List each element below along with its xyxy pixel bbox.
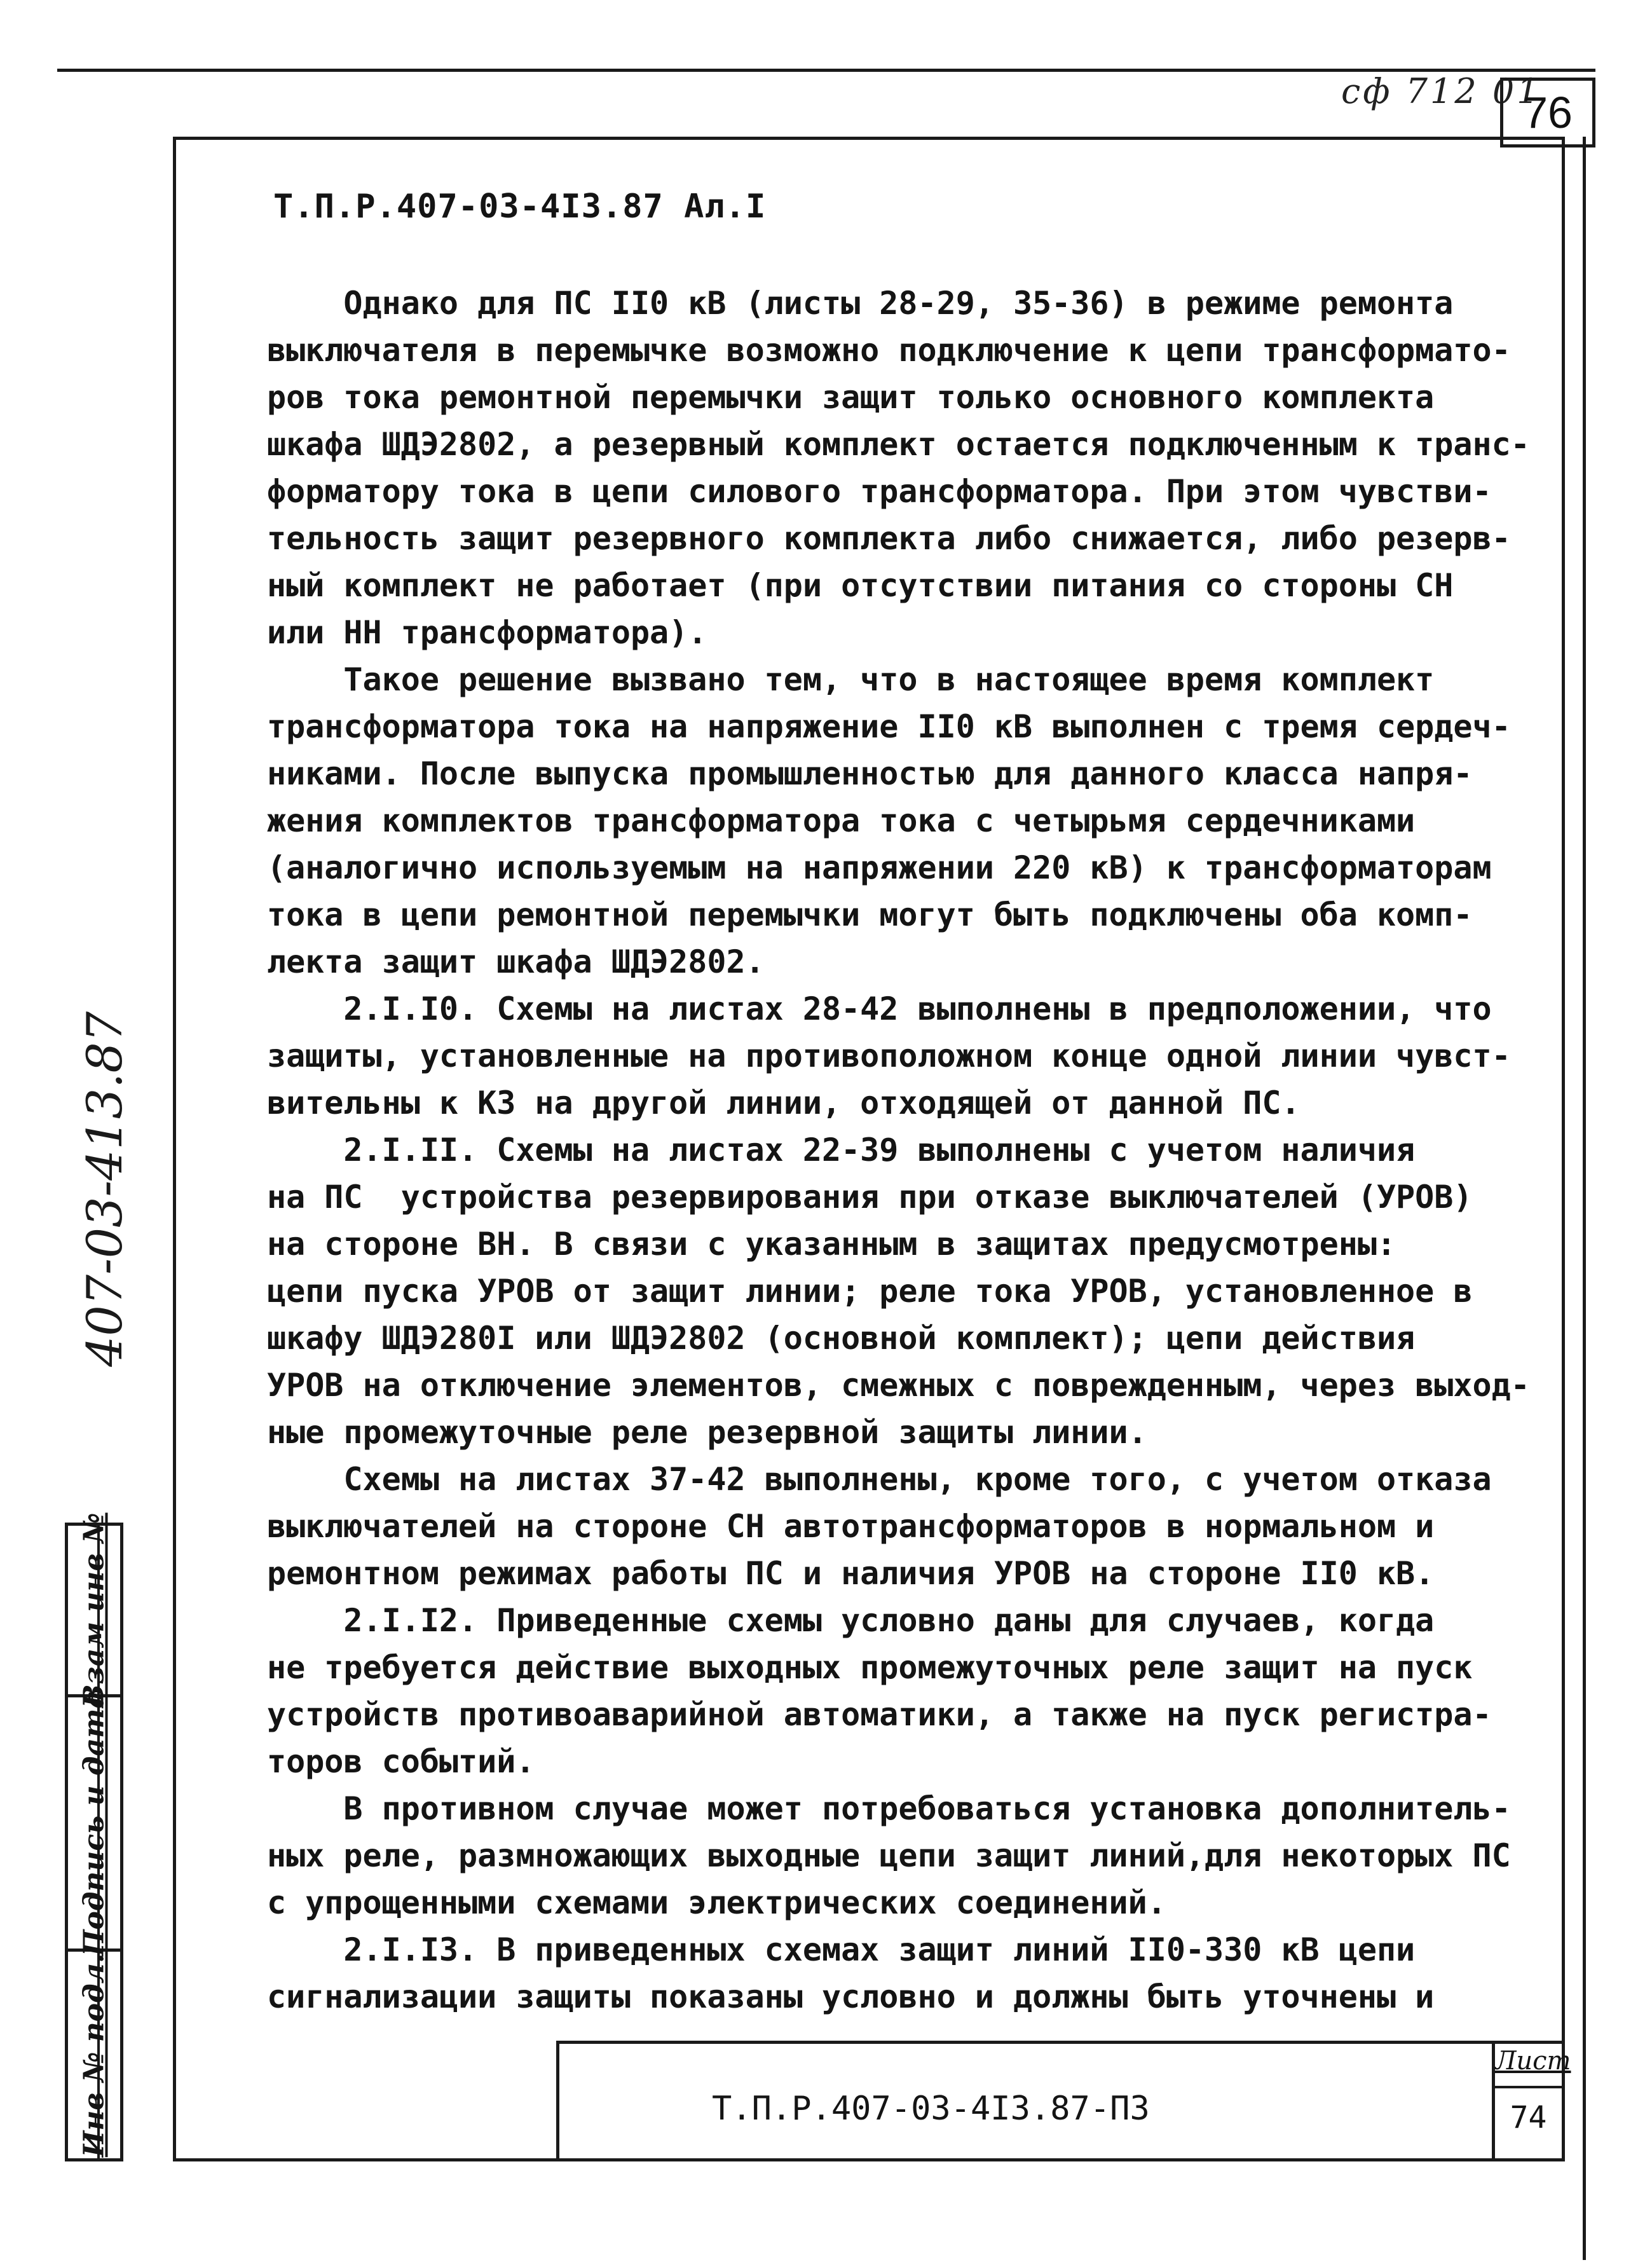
side-cell-label: Подпись и дата: [78, 1690, 111, 1956]
side-cell-label: Инв № подл.: [78, 1953, 111, 2157]
sheet-column: [1492, 2044, 1571, 2158]
text-line: не требуется действие выходных промежуточных реле защит на пуск: [267, 1649, 1473, 1686]
side-document-number: 407-03-413.87: [76, 1011, 133, 1367]
text-line: вительны к КЗ на другой линии, отходящей от данной ПС.: [267, 1085, 1300, 1121]
text-line: выключателя в перемычке возможно подключение к цепи трансформато-: [267, 332, 1511, 369]
text-line: выключателей на стороне СН автотрансформаторов в нормальном и: [267, 1508, 1435, 1545]
text-line: или НН трансформатора).: [267, 614, 707, 651]
handwritten-note: сф 712 01: [1341, 71, 1541, 111]
sheet-number: 74: [1510, 2100, 1547, 2135]
text-line: цепи пуска УРОВ от защит линии; реле тока УРОВ, установленное в: [267, 1273, 1473, 1310]
text-line: торов событий.: [267, 1743, 535, 1780]
frame-right-edge: [1583, 137, 1586, 2174]
text-line: шкафу ШДЭ280I или ШДЭ2802 (основной комплект); цепи действия: [267, 1320, 1416, 1357]
text-line: сигнализации защиты показаны условно и должны быть уточнены и: [267, 1978, 1435, 2015]
text-line: В противном случае может потребоваться установка дополнитель-: [267, 1790, 1511, 1827]
text-line: УРОВ на отключение элементов, смежных с поврежденным, через выход-: [267, 1367, 1530, 1404]
text-line: тока в цепи ремонтной перемычки могут быть подключены оба комп-: [267, 896, 1473, 933]
text-line: с упрощенными схемами электрических соединений.: [267, 1884, 1166, 1921]
document-header: Т.П.Р.407-03-4I3.87 Ал.I: [273, 188, 767, 226]
text-line: Схемы на листах 37-42 выполнены, кроме того, с учетом отказа: [267, 1461, 1492, 1498]
bottom-right-edge: [1583, 2158, 1586, 2260]
page-number-box: 76: [1500, 78, 1595, 147]
side-cell-original-inv: [68, 1952, 120, 2158]
side-stamp-table: [65, 1512, 123, 2161]
title-block-code: Т.П.Р.407-03-4I3.87-ПЗ: [712, 2090, 1150, 2128]
sheet-rule: [1495, 2086, 1562, 2088]
text-line: на стороне ВН. В связи с указанным в защитах предусмотрены:: [267, 1226, 1396, 1263]
text-line: ные промежуточные реле резервной защиты линии.: [267, 1414, 1147, 1451]
text-line: никами. После выпуска промышленностью для данного класса напря-: [267, 755, 1473, 792]
text-line: 2.I.I2. Приведенные схемы условно даны для случаев, когда: [267, 1602, 1435, 1639]
text-line: тельность защит резервного комплекта либо снижается, либо резерв-: [267, 520, 1511, 557]
text-line: защиты, установленные на противоположном конце одной линии чувст-: [267, 1038, 1511, 1074]
body-text: [267, 280, 1545, 2020]
text-line: трансформатора тока на напряжение II0 кВ выполнен с тремя сердеч-: [267, 708, 1511, 745]
title-block: [556, 2041, 1571, 2161]
side-cell-label: Взам инв №: [78, 1512, 111, 1708]
text-line: форматору тока в цепи силового трансформатора. При этом чувстви-: [267, 473, 1492, 510]
text-line: ный комплект не работает (при отсутствии питания со стороны СН: [267, 567, 1454, 604]
side-cell-replacement-inv: [68, 1512, 120, 1708]
text-line: на ПС устройства резервирования при отказе выключателей (УРОВ): [267, 1179, 1473, 1216]
text-line: шкафа ШДЭ2802, а резервный комплект остается подключенным к транс-: [267, 426, 1530, 463]
text-line: лекта защит шкафа ШДЭ2802.: [267, 943, 765, 980]
sheet-label: Лист: [1495, 2046, 1571, 2076]
side-cell-signature-date: [68, 1690, 120, 1956]
text-line: жения комплектов трансформатора тока с четырьмя сердечниками: [267, 802, 1416, 839]
text-line: Такое решение вызвано тем, что в настоящее время комплект: [267, 661, 1435, 698]
text-line: ров тока ремонтной перемычки защит только основного комплекта: [267, 379, 1435, 416]
text-line: 2.I.I0. Схемы на листах 28-42 выполнены в предположении, что: [267, 990, 1492, 1027]
text-line: устройств противоаварийной автоматики, а также на пуск регистра-: [267, 1696, 1492, 1733]
text-line: ных реле, размножающих выходные цепи защит линий,для некоторых ПС: [267, 1837, 1511, 1874]
text-line: ремонтном режимах работы ПС и наличия УРОВ на стороне II0 кВ.: [267, 1555, 1435, 1592]
text-line: (аналогично используемым на напряжении 220 кВ) к трансформаторам: [267, 849, 1492, 886]
text-line: 2.I.I3. В приведенных схемах защит линий II0-330 кВ цепи: [267, 1931, 1416, 1968]
text-line: Однако для ПС II0 кВ (листы 28-29, 35-36) в режиме ремонта: [267, 285, 1454, 322]
text-line: 2.I.II. Схемы на листах 22-39 выполнены с учетом наличия: [267, 1132, 1416, 1168]
